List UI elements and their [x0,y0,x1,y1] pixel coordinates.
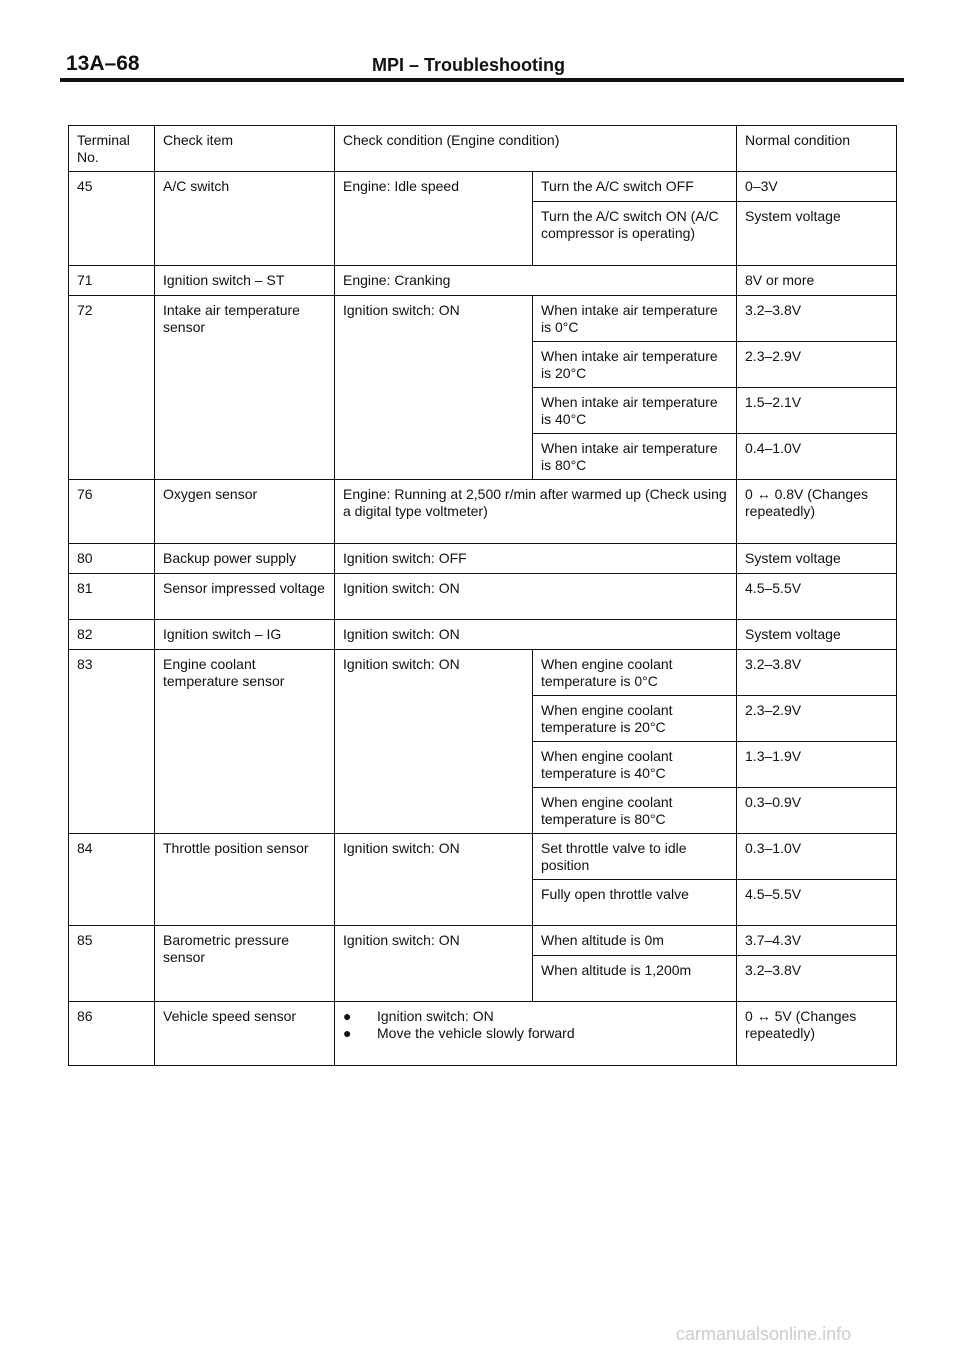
watermark: carmanualsonline.info [676,1324,852,1344]
check-item: Oxygen sensor [163,486,258,502]
sub-condition: When intake air temperature is 20°C [541,348,718,381]
table-row [69,296,897,342]
bullet-line [343,1025,729,1042]
terminal-no: 71 [77,272,93,288]
terminal-no: 80 [77,550,93,566]
normal-condition: 4.5–5.5V [745,886,802,902]
normal-condition: System voltage [745,550,841,566]
normal-condition: 0.3–1.0V [745,840,802,856]
table-row [69,620,897,650]
check-item: Sensor impressed voltage [163,580,325,596]
check-condition: Engine: Cranking [343,272,451,288]
normal-condition: 1.5–2.1V [745,394,802,410]
check-item: Ignition switch – IG [163,626,282,642]
table-row [69,926,897,956]
table-row [69,480,897,544]
terminal-no: 82 [77,626,93,642]
bullet-line [343,1008,729,1025]
normal-condition: 0.3–0.9V [745,794,802,810]
check-condition: Ignition switch: OFF [343,550,467,566]
check-condition: Engine: Idle speed [343,178,459,194]
check-item: Intake air temperature sensor [163,302,300,335]
table-row [69,266,897,296]
normal-condition: System voltage [745,208,841,224]
terminal-no: 85 [77,932,93,948]
sub-condition: When altitude is 1,200m [541,962,692,978]
bullet-text: Ignition switch: ON [377,1008,494,1024]
table-row [69,1002,897,1066]
normal-condition: System voltage [745,626,841,642]
sub-condition: When intake air temperature is 80°C [541,440,718,473]
header-terminal: Terminal No. [77,132,130,165]
check-condition: Ignition switch: ON [343,840,460,856]
check-item: Engine coolant temperature sensor [163,656,285,689]
table-row [69,834,897,880]
check-condition: Engine: Running at 2,500 r/min after warmed up (Check using a digital type voltmeter) [343,486,727,519]
sub-condition: When engine coolant temperature is 80°C [541,794,673,827]
normal-condition: 0 ↔ 0.8V (Changes repeatedly) [745,486,868,519]
terminal-no: 86 [77,1008,93,1024]
normal-condition: 0–3V [745,178,778,194]
header-check-item: Check item [163,132,234,148]
sub-condition: Fully open throttle valve [541,886,689,902]
check-condition: Ignition switch: ON [343,302,460,318]
normal-condition: 1.3–1.9V [745,748,802,764]
normal-condition: 3.2–3.8V [745,962,802,978]
check-item: Ignition switch – ST [163,272,285,288]
table-row [69,544,897,574]
page-number: 13A–68 [66,52,140,75]
sub-condition: When intake air temperature is 40°C [541,394,718,427]
check-item: A/C switch [163,178,230,194]
bullet-icon: ● [343,1025,352,1041]
terminal-no: 76 [77,486,93,502]
sub-condition: When engine coolant temperature is 40°C [541,748,673,781]
terminal-no: 72 [77,302,93,318]
check-condition [335,1002,736,1047]
terminal-check-table [68,125,897,1066]
table-row [69,172,897,202]
normal-condition: 3.2–3.8V [745,656,802,672]
page-title: MPI – Troubleshooting [372,55,565,75]
normal-condition: 4.5–5.5V [745,580,802,596]
table-row [69,574,897,620]
sub-condition: Turn the A/C switch OFF [541,178,694,194]
normal-condition: 2.3–2.9V [745,702,802,718]
check-item: Barometric pressure sensor [163,932,290,965]
check-condition: Ignition switch: ON [343,656,460,672]
sub-condition: When intake air temperature is 0°C [541,302,718,335]
table-header-row [69,126,897,172]
terminal-no: 84 [77,840,93,856]
check-item: Throttle position sensor [163,840,309,856]
sub-condition: When engine coolant temperature is 0°C [541,656,673,689]
check-condition: Ignition switch: ON [343,932,460,948]
terminal-no: 45 [77,178,93,194]
normal-condition: 8V or more [745,272,815,288]
normal-condition: 2.3–2.9V [745,348,802,364]
bullet-text: Move the vehicle slowly forward [377,1025,575,1041]
check-condition: Ignition switch: ON [343,626,460,642]
sub-condition: When engine coolant temperature is 20°C [541,702,673,735]
normal-condition: 3.2–3.8V [745,302,802,318]
header-normal-condition: Normal condition [745,132,851,148]
bullet-icon: ● [343,1008,352,1024]
check-condition: Ignition switch: ON [343,580,460,596]
header-check-condition: Check condition (Engine condition) [343,132,560,148]
terminal-no: 83 [77,656,93,672]
normal-condition: 0 ↔ 5V (Changes repeatedly) [745,1008,857,1041]
terminal-no: 81 [77,580,93,596]
sub-condition: When altitude is 0m [541,932,664,948]
sub-condition: Set throttle valve to idle position [541,840,687,873]
normal-condition: 3.7–4.3V [745,932,802,948]
check-item: Vehicle speed sensor [163,1008,297,1024]
table-row [69,650,897,696]
check-item: Backup power supply [163,550,297,566]
normal-condition: 0.4–1.0V [745,440,802,456]
header-rule [60,78,904,82]
sub-condition: Turn the A/C switch ON (A/C compressor is operating) [541,208,719,241]
